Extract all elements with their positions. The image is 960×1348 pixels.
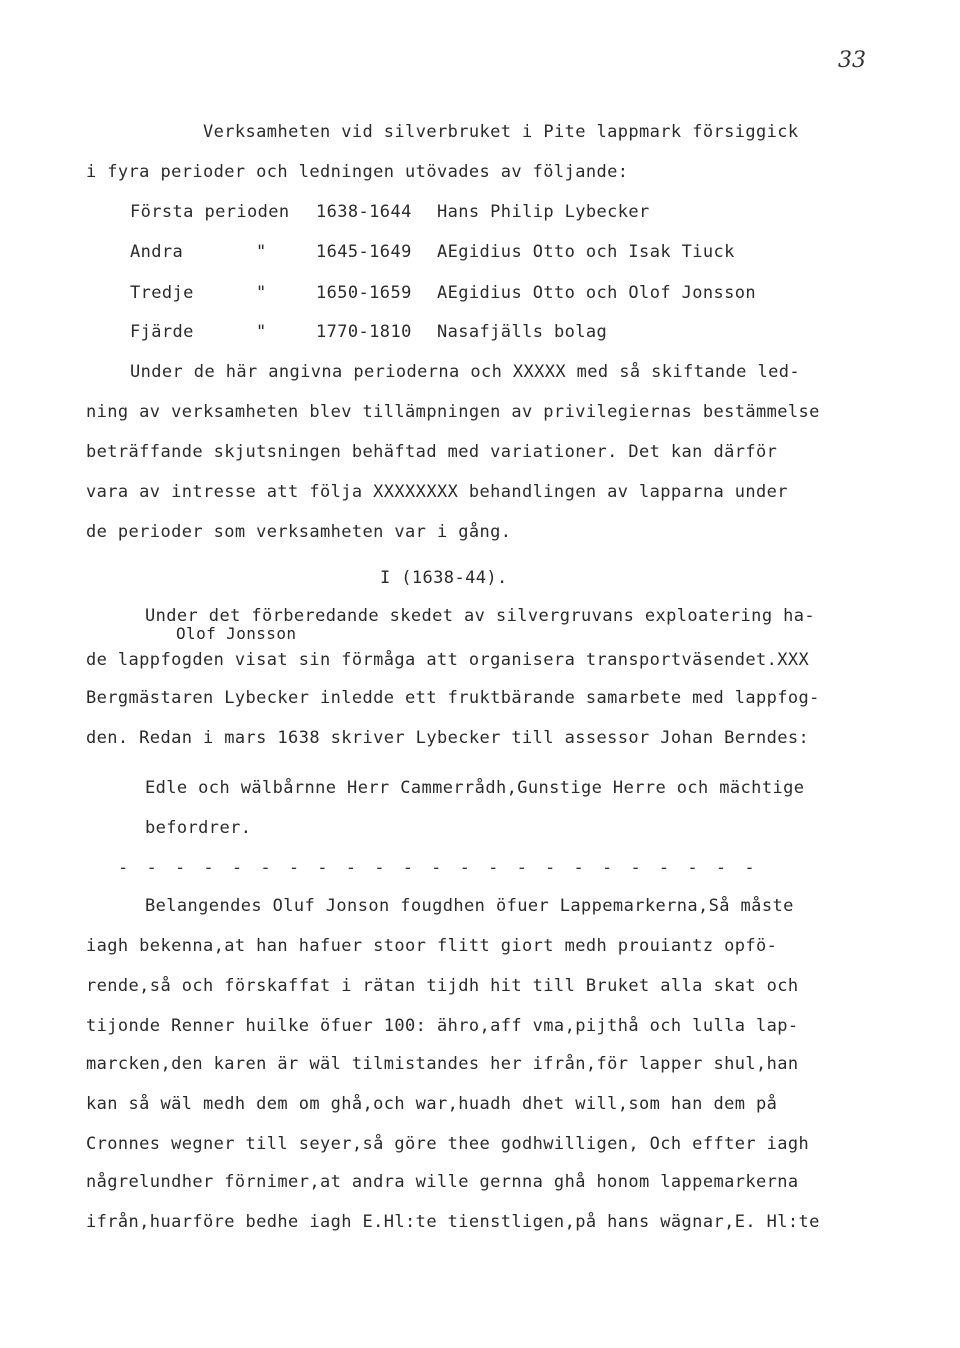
paragraph-line: Under de här angivna perioderna och XXXXX med så skiftande led- (130, 362, 800, 382)
section-heading: I (1638-44). (380, 568, 508, 588)
period-years: 1645-1649 (316, 242, 412, 262)
paragraph-line: den. Redan i mars 1638 skriver Lybecker till assessor Johan Berndes: (86, 728, 810, 748)
period-years: 1638-1644 (316, 202, 412, 222)
quote-line: Belangendes Oluf Jonson fougdhen öfuer Lappemarkerna,Så måste (145, 896, 794, 916)
period-years: 1650-1659 (316, 283, 412, 303)
quote-line: iagh bekenna,at han hafuer stoor flitt giort medh prouiantz opfö- (86, 936, 778, 956)
ditto-mark: " (256, 322, 267, 342)
quote-line: kan så wäl medh dem om ghå,och war,huadh dhet will,som han dem på (86, 1094, 778, 1114)
paragraph-line: de perioder som verksamheten var i gång. (86, 522, 512, 542)
paragraph-line: vara av intresse att följa XXXXXXXX behandlingen av lapparna under (86, 482, 788, 502)
quote-line: rende,så och förskaffat i rätan tijdh hit till Bruket alla skat och (86, 976, 799, 996)
paragraph-line: de lappfogden visat sin förmåga att organisera transportväsendet.XXX (86, 650, 810, 670)
period-name: Fjärde (130, 322, 194, 342)
separator-dashes: - - - - - - - - - - - - - - - - - - - - - - - (118, 858, 759, 878)
paragraph-line: ning av verksamheten blev tillämpningen av privilegiernas bestämmelse (86, 402, 820, 422)
salutation-line: Edle och wälbårnne Herr Cammerrådh,Gunstige Herre och mächtige (145, 778, 805, 798)
period-name: Första perioden (130, 202, 290, 222)
quote-line: tijonde Renner huilke öfuer 100: ähro,aff vma,pijthå och lulla lap- (86, 1016, 799, 1036)
page-number: 33 (838, 48, 866, 73)
ditto-mark: " (256, 283, 267, 303)
quote-line: Cronnes wegner till seyer,så göre thee godhwilligen, Och effter iagh (86, 1134, 810, 1154)
period-leaders: AEgidius Otto och Isak Tiuck (437, 242, 735, 262)
paragraph-line: beträffande skjutsningen behäftad med variationer. Det kan därför (86, 442, 778, 462)
paragraph-line: Bergmästaren Lybecker inledde ett fruktbärande samarbete med lappfog- (86, 688, 820, 708)
period-leaders: AEgidius Otto och Olof Jonsson (437, 283, 757, 303)
salutation-line: befordrer. (145, 818, 252, 838)
period-name: Andra (130, 242, 184, 262)
paragraph-line: Verksamheten vid silverbruket i Pite lappmark försiggick (203, 122, 799, 142)
quote-line: någrelundher förnimer,at andra wille gernna ghå honom lappemarkerna (86, 1172, 799, 1192)
paragraph-line: Under det förberedande skedet av silvergruvans exploatering ha- (145, 606, 815, 626)
quote-line: ifrån,huarföre bedhe iagh E.Hl:te tienstligen,på hans wägnar,E. Hl:te (86, 1212, 820, 1232)
period-leaders: Nasafjälls bolag (437, 322, 608, 342)
ditto-mark: " (256, 242, 267, 262)
quote-line: marcken,den karen är wäl tilmistandes her ifrån,för lapper shul,han (86, 1054, 799, 1074)
paragraph-line: i fyra perioder och ledningen utövades av följande: (86, 162, 629, 182)
inserted-correction: Olof Jonsson (176, 624, 297, 643)
period-years: 1770-1810 (316, 322, 412, 342)
period-name: Tredje (130, 283, 194, 303)
period-leaders: Hans Philip Lybecker (437, 202, 650, 222)
